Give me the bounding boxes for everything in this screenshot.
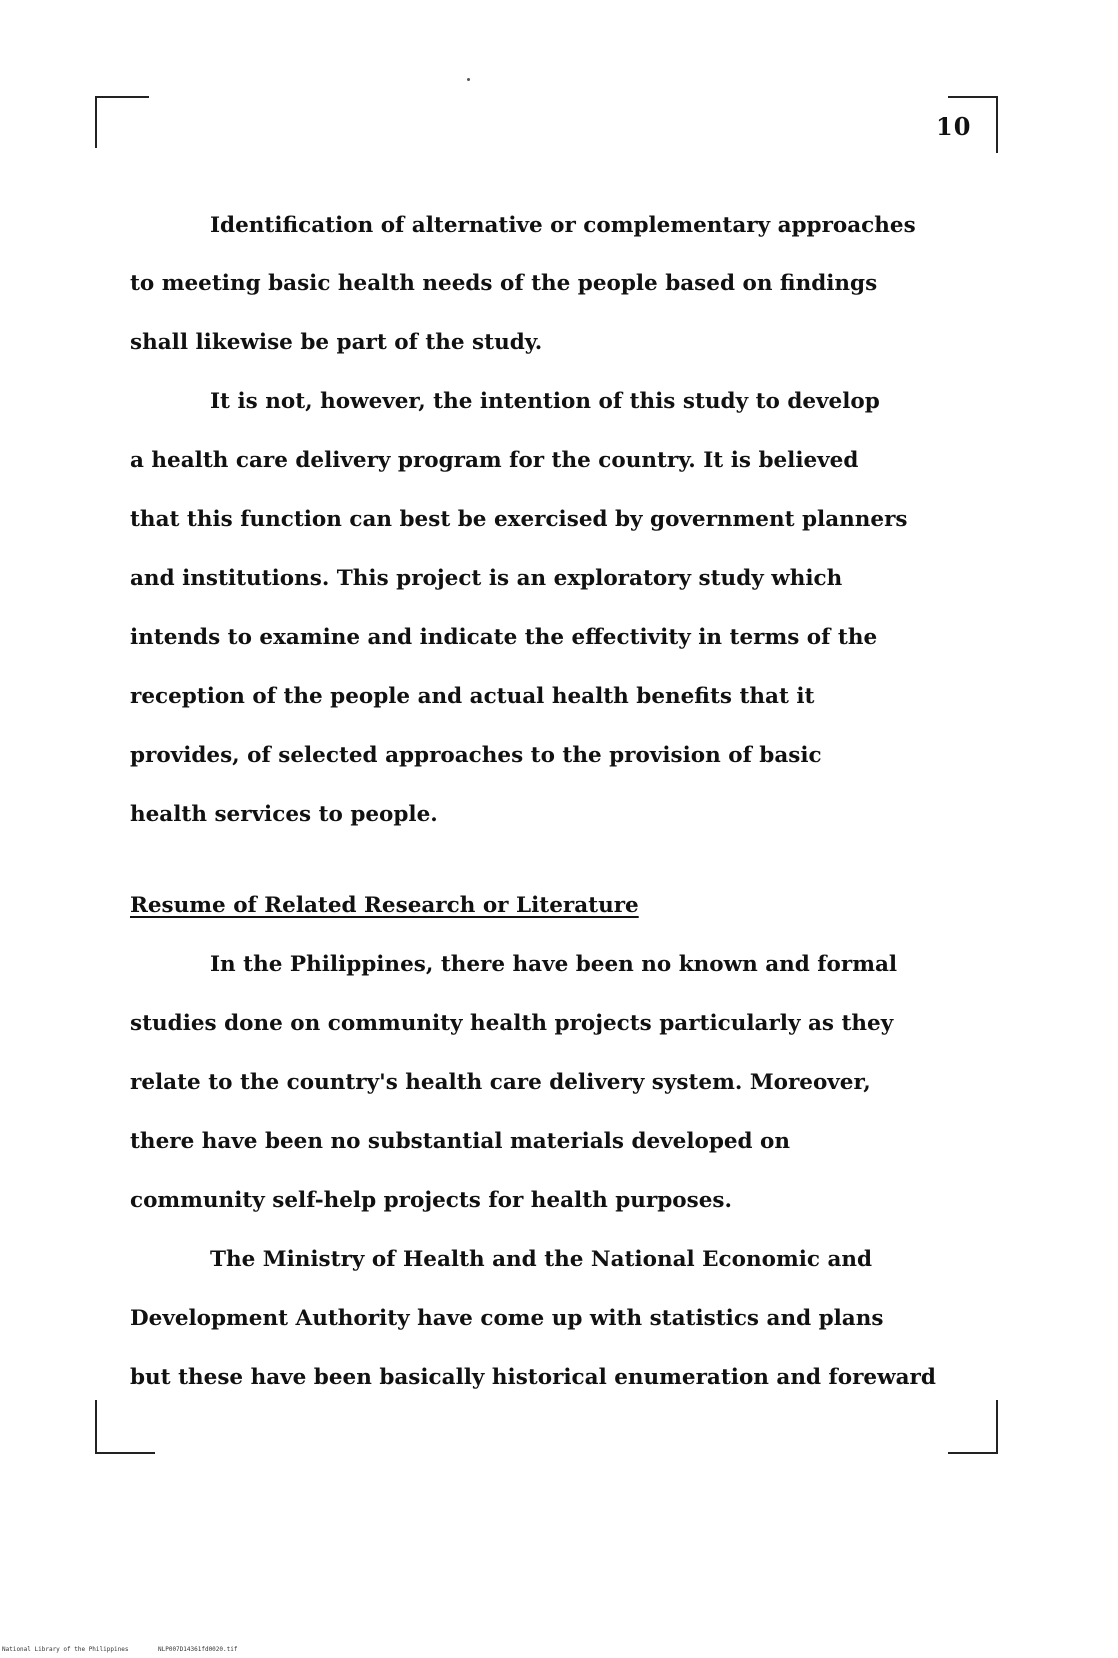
paragraph-2-line-4: and institutions. This project is an exploratory study which	[130, 566, 843, 591]
footer-library: National Library of the Philippines	[2, 1646, 129, 1653]
section-paragraph-1-line-3: relate to the country's health care delivery system. Moreover,	[130, 1070, 871, 1095]
frame-corner-bottom-right	[948, 1400, 998, 1454]
frame-corner-top-left	[95, 96, 149, 148]
section-paragraph-1-line-4: there have been no substantial materials developed on	[130, 1129, 791, 1154]
footer-file: NLP007D14361fd0020.tif	[158, 1646, 238, 1653]
paragraph-1-line-3: shall likewise be part of the study.	[130, 330, 543, 355]
page-number: 10	[936, 112, 972, 141]
paragraph-2-line-5: intends to examine and indicate the effectivity in terms of the	[130, 625, 878, 650]
frame-corner-bottom-left	[95, 1400, 155, 1454]
paragraph-1-line-2: to meeting basic health needs of the people based on findings	[130, 271, 878, 296]
paragraph-2-line-6: reception of the people and actual health benefits that it	[130, 684, 815, 709]
paragraph-2-line-2: a health care delivery program for the country. It is believed	[130, 448, 859, 473]
section-heading: Resume of Related Research or Literature	[130, 893, 639, 918]
paragraph-1-line-1: Identification of alternative or complementary approaches	[210, 213, 916, 238]
paragraph-2-line-7: provides, of selected approaches to the provision of basic	[130, 743, 822, 768]
scan-speck	[467, 78, 470, 81]
paragraph-2-line-1: It is not, however, the intention of this study to develop	[210, 389, 880, 414]
section-paragraph-2-line-1: The Ministry of Health and the National Economic and	[210, 1247, 873, 1272]
section-paragraph-1-line-5: community self-help projects for health purposes.	[130, 1188, 732, 1213]
section-paragraph-2-line-3: but these have been basically historical enumeration and foreward	[130, 1365, 936, 1390]
section-paragraph-1-line-2: studies done on community health projects particularly as they	[130, 1011, 894, 1036]
paragraph-2-line-8: health services to people.	[130, 802, 438, 827]
section-paragraph-2-line-2: Development Authority have come up with statistics and plans	[130, 1306, 884, 1331]
section-paragraph-1-line-1: In the Philippines, there have been no known and formal	[210, 952, 898, 977]
paragraph-2-line-3: that this function can best be exercised by government planners	[130, 507, 908, 532]
